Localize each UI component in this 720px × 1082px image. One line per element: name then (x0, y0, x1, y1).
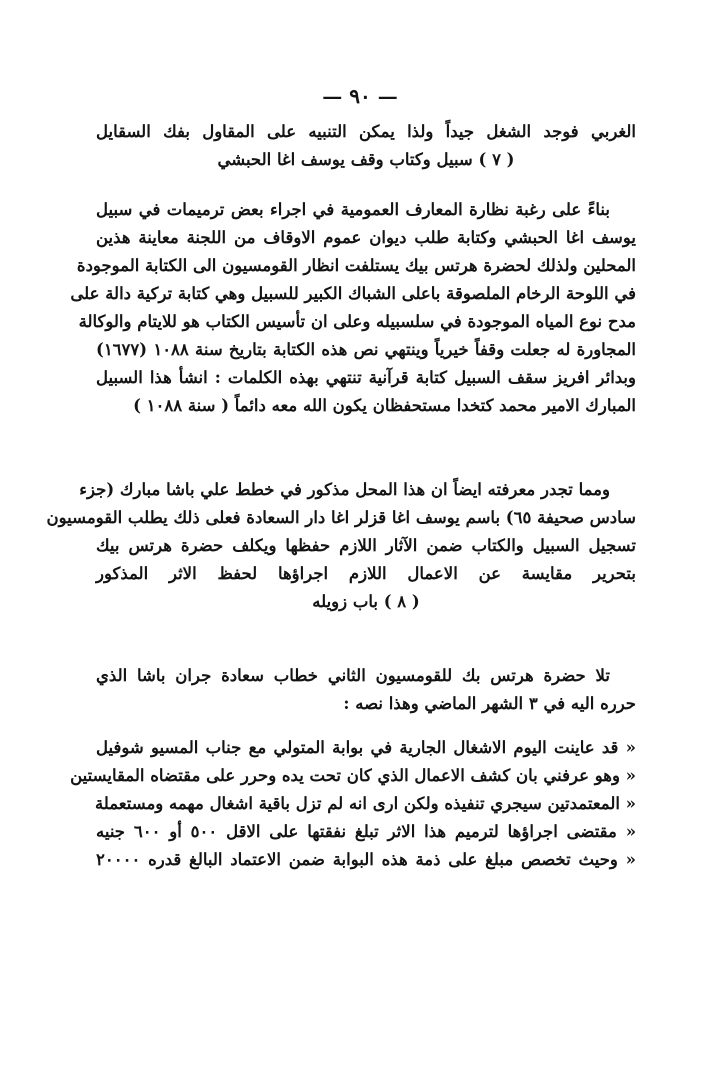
page-number-header: — ٩٠ — (322, 84, 398, 108)
text-line: في اللوحة الرخام الملصوقة باعلى الشباك الكبير للسبيل وهي كتابة تركية دالة على (70, 284, 636, 303)
text-line: المجاورة له جعلت وقفاً خيرياً وينتهي نص هذه الكتابة بتاريخ سنة ١٠٨٨ (١٦٧٧) (96, 340, 636, 359)
body-text (70, 196, 636, 420)
quote-line: « المعتمدتين سيجري تنفيذه ولكن ارى انه لم تزل باقية اشغال مهمه ومستعملة (94, 794, 636, 813)
quote-line: « وحيث تخصص مبلغ على ذمة هذه البوابة ضمن الاعتماد البالغ قدره ٢٠٠٠٠ (96, 850, 636, 869)
quote-line: « مقتضى اجراؤها لترميم هذا الاثر تبلغ نفقتها على الاقل ٥٠٠ أو ٦٠٠ جنيه (96, 822, 637, 841)
section-heading-7: ( ٧ ) سبيل وكتاب وقف يوسف اغا الحبشي (217, 150, 515, 169)
section-heading-8: ( ٨ ) باب زويله (312, 592, 420, 611)
body-text (96, 118, 636, 174)
text-line: المحلين ولذلك لحضرة هرتس بيك يستلفت انظار القومسيون الى الكتابة الموجودة (76, 256, 636, 275)
text-line: مدح نوع المياه الموجودة في سلسبيله وعلى ان تأسيس الكتاب هو للايتام والوكالة (78, 312, 636, 331)
quoted-letter (70, 734, 637, 874)
text-line: تسجيل السبيل والكتاب ضمن الآثار اللازم حفظها ويكلف حضرة هرتس بيك (96, 536, 636, 555)
text-line: بناءً على رغبة نظارة المعارف العمومية في اجراء بعض ترميمات في سبيل (96, 200, 610, 219)
quote-line: « قد عاينت اليوم الاشغال الجارية في بوابة المتولي مع جناب المسيو شوفيل (96, 738, 636, 757)
body-text (96, 662, 636, 718)
text-line: بتحرير مقايسة عن الاعمال اللازم اجراؤها لحفظ الاثر المذكور (96, 564, 636, 583)
text-line: سادس صحيفة ٦٥) باسم يوسف اغا قزلر اغا دار السعادة فعلى ذلك يطلب القومسيون (46, 508, 636, 527)
text-line: الغربي فوجد الشغل جيداً ولذا يمكن التنبيه على المقاول بفك السقايل (96, 122, 636, 141)
text-line: ومما تجدر معرفته ايضاً ان هذا المحل مذكور في خطط علي باشا مبارك (جزء (79, 480, 610, 499)
text-line: تلا حضرة هرتس بك للقومسيون الثاني خطاب سعادة جران باشا الذي (96, 666, 610, 685)
quote-line: « وهو عرفني بان كشف الاعمال الذي كان تحت يده وحرر على مقتضاه المقايستين (70, 766, 636, 785)
text-line: حرره اليه في ٣ الشهر الماضي وهذا نصه : (343, 694, 636, 713)
text-line: المبارك الامير محمد كتخدا مستحفظان يكون الله معه دائماً ( سنة ١٠٨٨ ) (133, 396, 636, 415)
text-line: وبدائر افريز سقف السبيل كتابة قرآنية تنتهي بهذه الكلمات : انشأ هذا السبيل (96, 368, 636, 387)
text-line: يوسف اغا الحبشي وكتابة طلب ديوان عموم الاوقاف من اللجنة معاينة هذين (96, 228, 636, 247)
body-text (46, 476, 636, 616)
